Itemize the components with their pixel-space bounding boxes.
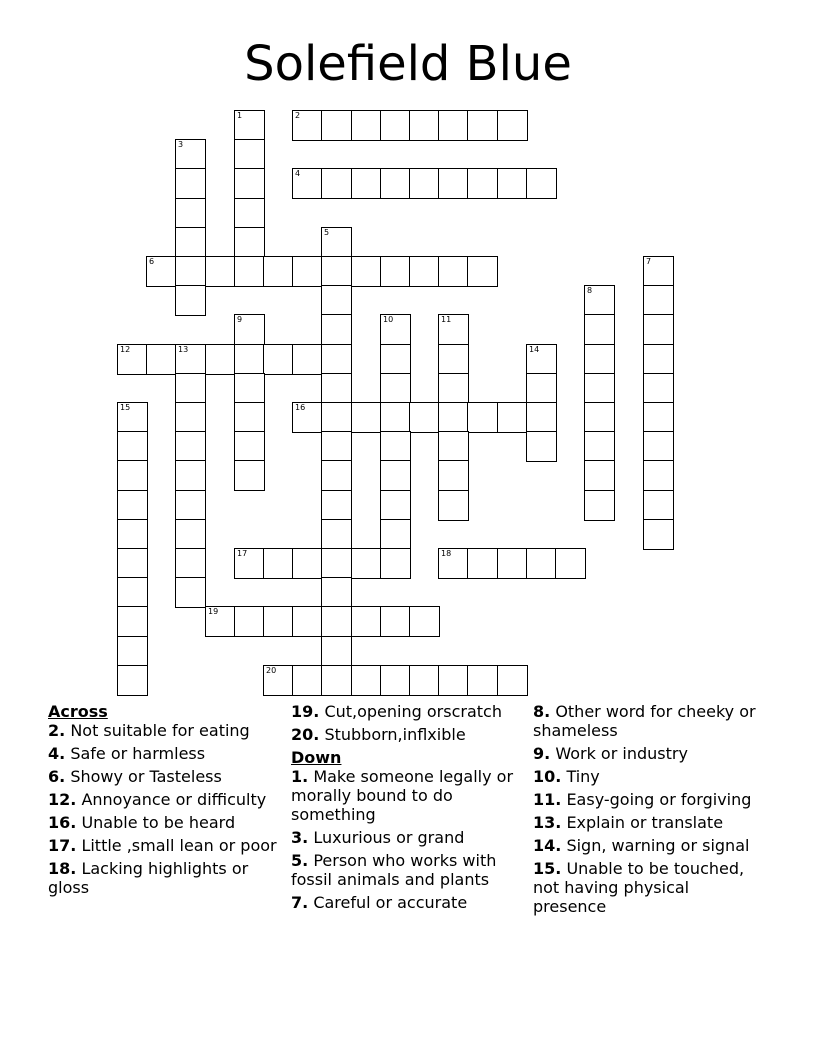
- grid-cell[interactable]: [438, 314, 469, 345]
- across-clue: [48, 813, 278, 832]
- grid-cell[interactable]: [584, 285, 615, 316]
- grid-cell[interactable]: [234, 431, 265, 462]
- grid-cell[interactable]: [380, 168, 411, 199]
- grid-cell[interactable]: [234, 168, 265, 199]
- grid-cell[interactable]: [380, 373, 411, 404]
- grid-cell[interactable]: [321, 636, 352, 667]
- clue-number: 16: [295, 403, 306, 412]
- clue-number: 4: [295, 169, 301, 178]
- grid-cell[interactable]: [438, 373, 469, 404]
- grid-cell[interactable]: [438, 256, 469, 287]
- grid-cell[interactable]: [117, 577, 148, 608]
- puzzle-title: Solefield Blue: [244, 36, 572, 92]
- grid-cell[interactable]: [351, 606, 382, 637]
- grid-cell[interactable]: [467, 665, 498, 696]
- clue-number: 15: [120, 403, 131, 412]
- clue-text: Lacking highlights or gloss: [48, 859, 249, 897]
- clue-num: 17.: [48, 836, 77, 855]
- clue-text: Not suitable for eating: [70, 721, 250, 740]
- grid-cell[interactable]: [234, 373, 265, 404]
- grid-cell[interactable]: [175, 577, 206, 608]
- grid-cell[interactable]: [409, 402, 440, 433]
- clue-number: 10: [383, 315, 394, 324]
- down-clue: [533, 744, 763, 763]
- grid-cell[interactable]: [321, 314, 352, 345]
- grid-cell[interactable]: [351, 110, 382, 141]
- clue-num: 3.: [291, 828, 309, 847]
- clue-num: 4.: [48, 744, 66, 763]
- clue-number: 13: [178, 345, 189, 354]
- grid-cell[interactable]: [351, 402, 382, 433]
- grid-cell[interactable]: [321, 256, 352, 287]
- clue-text: Make someone legally or morally bound to do something: [291, 767, 514, 824]
- grid-cell[interactable]: [497, 168, 528, 199]
- grid-cell[interactable]: [380, 519, 411, 550]
- grid-cell[interactable]: [380, 490, 411, 521]
- clue-num: 11.: [533, 790, 562, 809]
- clue-text: Easy-going or forgiving: [566, 790, 752, 809]
- grid-cell[interactable]: [292, 344, 323, 375]
- grid-cell[interactable]: [205, 606, 236, 637]
- grid-cell[interactable]: [351, 665, 382, 696]
- grid-cell[interactable]: [380, 460, 411, 491]
- clue-num: 14.: [533, 836, 562, 855]
- grid-cell[interactable]: [321, 519, 352, 550]
- grid-cell[interactable]: [643, 490, 674, 521]
- clue-text: Unable to be heard: [81, 813, 236, 832]
- grid-cell[interactable]: [438, 110, 469, 141]
- clue-number: 14: [529, 345, 540, 354]
- grid-cell[interactable]: [438, 168, 469, 199]
- grid-cell[interactable]: [292, 402, 323, 433]
- clue-text: Little ,small lean or poor: [81, 836, 277, 855]
- grid-cell[interactable]: [263, 256, 294, 287]
- grid-cell[interactable]: [351, 256, 382, 287]
- clue-number: 3: [178, 140, 184, 149]
- grid-cell[interactable]: [321, 373, 352, 404]
- grid-cell[interactable]: [117, 460, 148, 491]
- grid-cell[interactable]: [526, 168, 557, 199]
- grid-cell[interactable]: [321, 548, 352, 579]
- clue-number: 6: [149, 257, 155, 266]
- clue-text: Work or industry: [555, 744, 688, 763]
- clue-text: Cut,opening orscratch: [324, 702, 502, 721]
- across-clue: [48, 744, 278, 763]
- grid-cell[interactable]: [175, 431, 206, 462]
- grid-cell[interactable]: [175, 198, 206, 229]
- grid-cell[interactable]: [380, 548, 411, 579]
- across-clue: [48, 859, 278, 897]
- down-clue: [533, 702, 763, 740]
- grid-cell[interactable]: [409, 606, 440, 637]
- grid-cell[interactable]: [643, 402, 674, 433]
- grid-cell[interactable]: [292, 168, 323, 199]
- grid-cell[interactable]: [438, 431, 469, 462]
- grid-cell[interactable]: [175, 519, 206, 550]
- grid-cell[interactable]: [234, 548, 265, 579]
- grid-cell[interactable]: [584, 344, 615, 375]
- grid-cell[interactable]: [438, 548, 469, 579]
- grid-cell[interactable]: [643, 344, 674, 375]
- grid-cell[interactable]: [234, 344, 265, 375]
- grid-cell[interactable]: [380, 110, 411, 141]
- clue-number: 1: [237, 111, 243, 120]
- across-clue: [48, 721, 278, 740]
- grid-cell[interactable]: [643, 460, 674, 491]
- grid-cell[interactable]: [234, 314, 265, 345]
- grid-cell[interactable]: [234, 256, 265, 287]
- clue-text: Sign, warning or signal: [566, 836, 750, 855]
- clue-number: 20: [266, 666, 277, 675]
- clue-number: 12: [120, 345, 131, 354]
- grid-cell[interactable]: [292, 606, 323, 637]
- clue-number: 9: [237, 315, 243, 324]
- grid-cell[interactable]: [526, 373, 557, 404]
- across-clue: [291, 725, 523, 744]
- grid-cell[interactable]: [117, 606, 148, 637]
- clue-num: 2.: [48, 721, 66, 740]
- down-clue: [291, 767, 523, 824]
- grid-cell[interactable]: [234, 460, 265, 491]
- grid-cell[interactable]: [409, 665, 440, 696]
- grid-cell[interactable]: [175, 548, 206, 579]
- down-heading: Down: [291, 748, 342, 767]
- grid-cell[interactable]: [584, 373, 615, 404]
- grid-cell[interactable]: [263, 548, 294, 579]
- clue-text: Luxurious or grand: [313, 828, 465, 847]
- grid-cell[interactable]: [175, 460, 206, 491]
- grid-cell[interactable]: [175, 285, 206, 316]
- grid-cell[interactable]: [321, 344, 352, 375]
- down-clue: [533, 836, 763, 855]
- grid-cell[interactable]: [643, 373, 674, 404]
- down-clue: [291, 828, 523, 847]
- grid-cell[interactable]: [234, 110, 265, 141]
- grid-cell[interactable]: [643, 431, 674, 462]
- clue-num: 15.: [533, 859, 562, 878]
- clues-column-1: [48, 702, 278, 901]
- grid-cell[interactable]: [409, 168, 440, 199]
- grid-cell[interactable]: [526, 344, 557, 375]
- clue-text: Explain or translate: [566, 813, 724, 832]
- grid-cell[interactable]: [321, 285, 352, 316]
- grid-cell[interactable]: [321, 460, 352, 491]
- grid-cell[interactable]: [409, 256, 440, 287]
- grid-cell[interactable]: [234, 198, 265, 229]
- across-clue: [291, 702, 523, 721]
- down-clue: [533, 790, 763, 809]
- grid-cell[interactable]: [380, 314, 411, 345]
- grid-cell[interactable]: [438, 402, 469, 433]
- grid-cell[interactable]: [467, 548, 498, 579]
- clue-num: 5.: [291, 851, 309, 870]
- clue-number: 11: [441, 315, 452, 324]
- grid-cell[interactable]: [526, 548, 557, 579]
- clue-text: Safe or harmless: [70, 744, 206, 763]
- clue-num: 13.: [533, 813, 562, 832]
- grid-cell[interactable]: [438, 490, 469, 521]
- clue-num: 6.: [48, 767, 66, 786]
- grid-cell[interactable]: [467, 256, 498, 287]
- clue-number: 19: [208, 607, 219, 616]
- clues-column-3: [533, 702, 763, 920]
- grid-cell[interactable]: [175, 344, 206, 375]
- across-clue: [48, 836, 278, 855]
- clue-text: Annoyance or difficulty: [81, 790, 267, 809]
- grid-cell[interactable]: [643, 285, 674, 316]
- grid-cell[interactable]: [234, 606, 265, 637]
- grid-cell[interactable]: [117, 431, 148, 462]
- grid-cell[interactable]: [526, 402, 557, 433]
- clue-number: 5: [324, 228, 330, 237]
- grid-cell[interactable]: [234, 139, 265, 170]
- across-clue: [48, 790, 278, 809]
- clue-text: Person who works with fossil animals and plants: [291, 851, 497, 889]
- grid-cell[interactable]: [438, 344, 469, 375]
- clues-column-2: [291, 702, 523, 916]
- grid-cell[interactable]: [146, 344, 177, 375]
- grid-cell[interactable]: [292, 665, 323, 696]
- grid-cell[interactable]: [117, 344, 148, 375]
- grid-cell[interactable]: [409, 110, 440, 141]
- grid-cell[interactable]: [175, 490, 206, 521]
- grid-cell[interactable]: [263, 344, 294, 375]
- grid-cell[interactable]: [555, 548, 586, 579]
- clue-num: 12.: [48, 790, 77, 809]
- grid-cell[interactable]: [438, 665, 469, 696]
- clue-text: Unable to be touched, not having physical presence: [533, 859, 745, 916]
- clue-num: 9.: [533, 744, 551, 763]
- grid-cell[interactable]: [321, 168, 352, 199]
- grid-cell[interactable]: [117, 490, 148, 521]
- grid-cell[interactable]: [117, 548, 148, 579]
- grid-cell[interactable]: [380, 606, 411, 637]
- grid-cell[interactable]: [175, 373, 206, 404]
- grid-cell[interactable]: [175, 139, 206, 170]
- grid-cell[interactable]: [643, 314, 674, 345]
- grid-cell[interactable]: [497, 402, 528, 433]
- across-heading: Across: [48, 702, 108, 721]
- grid-cell[interactable]: [117, 665, 148, 696]
- grid-cell[interactable]: [351, 168, 382, 199]
- grid-cell[interactable]: [292, 110, 323, 141]
- grid-cell[interactable]: [380, 256, 411, 287]
- clue-number: 2: [295, 111, 301, 120]
- grid-cell[interactable]: [584, 402, 615, 433]
- grid-cell[interactable]: [497, 665, 528, 696]
- grid-cell[interactable]: [117, 519, 148, 550]
- grid-cell[interactable]: [467, 110, 498, 141]
- clue-number: 17: [237, 549, 248, 558]
- grid-cell[interactable]: [351, 548, 382, 579]
- grid-cell[interactable]: [584, 490, 615, 521]
- grid-cell[interactable]: [380, 665, 411, 696]
- grid-cell[interactable]: [117, 636, 148, 667]
- down-clue: [291, 893, 523, 912]
- grid-cell[interactable]: [467, 168, 498, 199]
- grid-cell[interactable]: [321, 665, 352, 696]
- clue-num: 16.: [48, 813, 77, 832]
- grid-cell[interactable]: [321, 431, 352, 462]
- grid-cell[interactable]: [526, 431, 557, 462]
- grid-cell[interactable]: [438, 460, 469, 491]
- grid-cell[interactable]: [175, 402, 206, 433]
- grid-cell[interactable]: [234, 227, 265, 258]
- clue-num: 1.: [291, 767, 309, 786]
- down-clue: [533, 767, 763, 786]
- grid-cell[interactable]: [584, 314, 615, 345]
- down-clue: [533, 859, 763, 916]
- clue-num: 10.: [533, 767, 562, 786]
- grid-cell[interactable]: [205, 344, 236, 375]
- grid-cell[interactable]: [380, 402, 411, 433]
- clue-num: 8.: [533, 702, 551, 721]
- across-clue: [48, 767, 278, 786]
- clue-number: 8: [587, 286, 593, 295]
- grid-cell[interactable]: [321, 402, 352, 433]
- clue-number: 7: [646, 257, 652, 266]
- grid-cell[interactable]: [321, 577, 352, 608]
- grid-cell[interactable]: [321, 110, 352, 141]
- grid-cell[interactable]: [321, 606, 352, 637]
- grid-cell[interactable]: [467, 402, 498, 433]
- down-clue: [533, 813, 763, 832]
- grid-cell[interactable]: [175, 227, 206, 258]
- grid-cell[interactable]: [321, 490, 352, 521]
- clue-text: Other word for cheeky or shameless: [533, 702, 756, 740]
- clue-text: Stubborn,inflxible: [324, 725, 466, 744]
- grid-cell[interactable]: [117, 402, 148, 433]
- grid-cell[interactable]: [584, 460, 615, 491]
- grid-cell[interactable]: [497, 110, 528, 141]
- grid-cell[interactable]: [292, 256, 323, 287]
- grid-cell[interactable]: [497, 548, 528, 579]
- clue-text: Careful or accurate: [313, 893, 468, 912]
- clue-text: Showy or Tasteless: [70, 767, 222, 786]
- clue-num: 19.: [291, 702, 320, 721]
- grid-cell[interactable]: [175, 256, 206, 287]
- clue-text: Tiny: [566, 767, 600, 786]
- grid-cell[interactable]: [205, 256, 236, 287]
- grid-cell[interactable]: [263, 665, 294, 696]
- clue-num: 18.: [48, 859, 77, 878]
- grid-cell[interactable]: [321, 227, 352, 258]
- clue-number: 18: [441, 549, 452, 558]
- clue-num: 20.: [291, 725, 320, 744]
- grid-cell[interactable]: [234, 402, 265, 433]
- grid-cell[interactable]: [292, 548, 323, 579]
- grid-cell[interactable]: [643, 519, 674, 550]
- grid-cell[interactable]: [380, 344, 411, 375]
- clue-num: 7.: [291, 893, 309, 912]
- grid-cell[interactable]: [380, 431, 411, 462]
- grid-cell[interactable]: [643, 256, 674, 287]
- grid-cell[interactable]: [584, 431, 615, 462]
- grid-cell[interactable]: [175, 168, 206, 199]
- grid-cell[interactable]: [146, 256, 177, 287]
- down-clue: [291, 851, 523, 889]
- grid-cell[interactable]: [263, 606, 294, 637]
